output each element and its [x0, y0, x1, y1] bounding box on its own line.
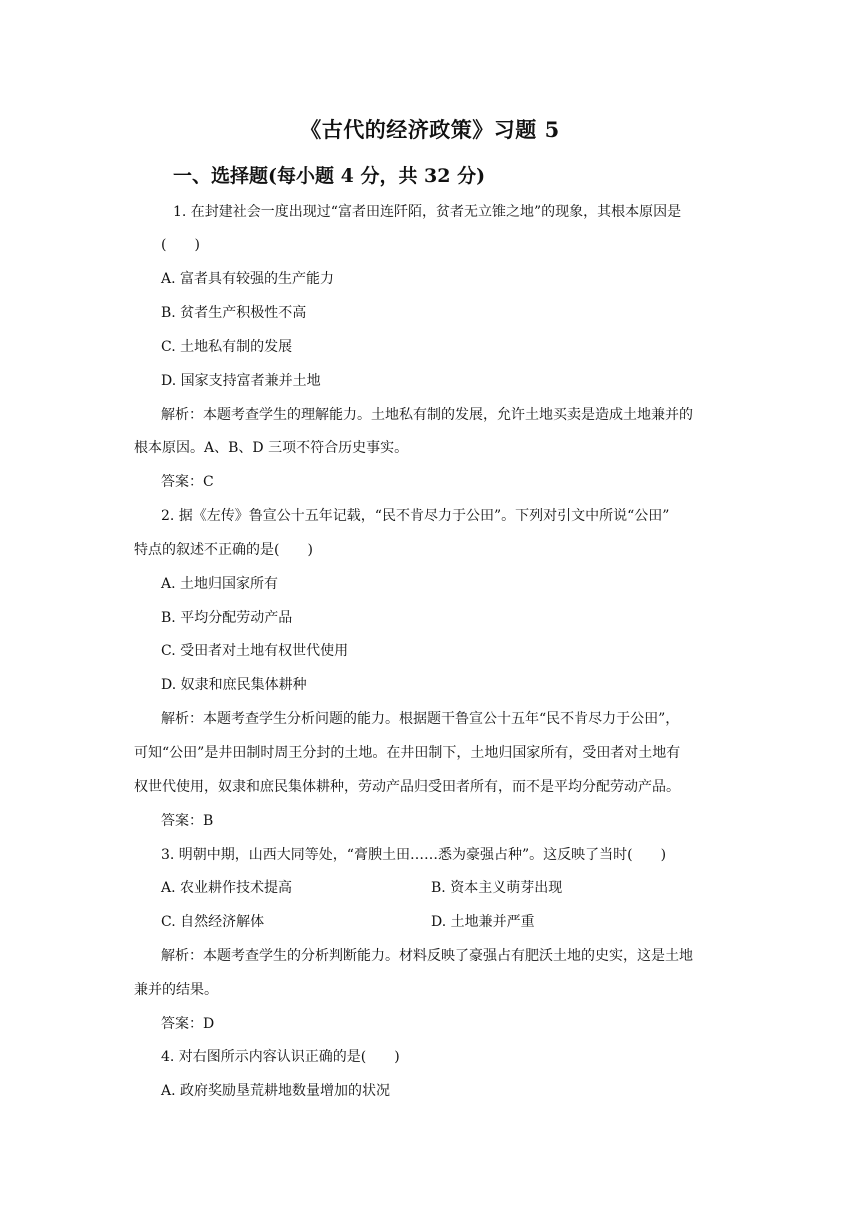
q1-answer: 答案：C: [161, 474, 214, 490]
q1-analysis-line1: 解析：本题考查学生的理解能力。土地私有制的发展，允许土地买卖是造成土地兼并的: [161, 407, 693, 423]
q2-stem-line2: 特点的叙述不正确的是( ): [134, 542, 313, 558]
document-title: 《古代的经济政策》习题 5: [300, 117, 560, 142]
q2-analysis-line3: 权世代使用，奴隶和庶民集体耕种，劳动产品归受田者所有，而不是平均分配劳动产品。: [134, 779, 680, 795]
q1-option-b: B. 贫者生产积极性不高: [161, 305, 307, 321]
q3-option-a: A. 农业耕作技术提高: [161, 880, 293, 896]
q1-option-d: D. 国家支持富者兼并土地: [161, 373, 321, 389]
q3-analysis-line2: 兼并的结果。: [134, 982, 218, 998]
q3-analysis-line1: 解析：本题考查学生的分析判断能力。材料反映了豪强占有肥沃土地的史实，这是土地: [161, 948, 693, 964]
q3-option-c: C. 自然经济解体: [161, 914, 265, 930]
q2-answer: 答案：B: [161, 813, 214, 829]
q1-option-c: C. 土地私有制的发展: [161, 339, 293, 355]
q2-option-c: C. 受田者对土地有权世代使用: [161, 643, 349, 659]
q4-stem-line1: 4. 对右图所示内容认识正确的是( ): [161, 1049, 400, 1065]
q3-option-b: B. 资本主义萌芽出现: [431, 880, 563, 896]
q1-stem-line2: ( ): [161, 237, 200, 253]
q2-stem-line1: 2. 据《左传》鲁宣公十五年记载，“民不肯尽力于公田”。下列对引文中所说“公田”: [161, 508, 670, 524]
q1-option-a: A. 富者具有较强的生产能力: [161, 271, 335, 287]
q3-stem-line1: 3. 明朝中期，山西大同等处，“膏腴土田……悉为豪强占种”。这反映了当时( ): [161, 847, 667, 863]
q2-option-b: B. 平均分配劳动产品: [161, 610, 293, 626]
section-heading: 一、选择题(每小题 4 分，共 32 分): [173, 165, 486, 187]
q2-option-d: D. 奴隶和庶民集体耕种: [161, 677, 307, 693]
q2-analysis-line1: 解析：本题考查学生分析问题的能力。根据题干鲁宣公十五年“民不肯尽力于公田”，: [161, 711, 680, 727]
q1-stem-line1: 1. 在封建社会一度出现过“富者田连阡陌，贫者无立锥之地”的现象，其根本原因是: [173, 204, 682, 220]
q1-analysis-line2: 根本原因。A、B、D 三项不符合历史事实。: [134, 440, 409, 456]
q2-analysis-line2: 可知“公田”是井田制时周王分封的土地。在井田制下，土地归国家所有，受田者对土地有: [134, 745, 681, 761]
q2-option-a: A. 土地归国家所有: [161, 576, 279, 592]
q4-option-a: A. 政府奖励垦荒耕地数量增加的状况: [161, 1083, 391, 1099]
q3-option-d: D. 土地兼并严重: [431, 914, 535, 930]
q3-answer: 答案：D: [161, 1016, 215, 1032]
